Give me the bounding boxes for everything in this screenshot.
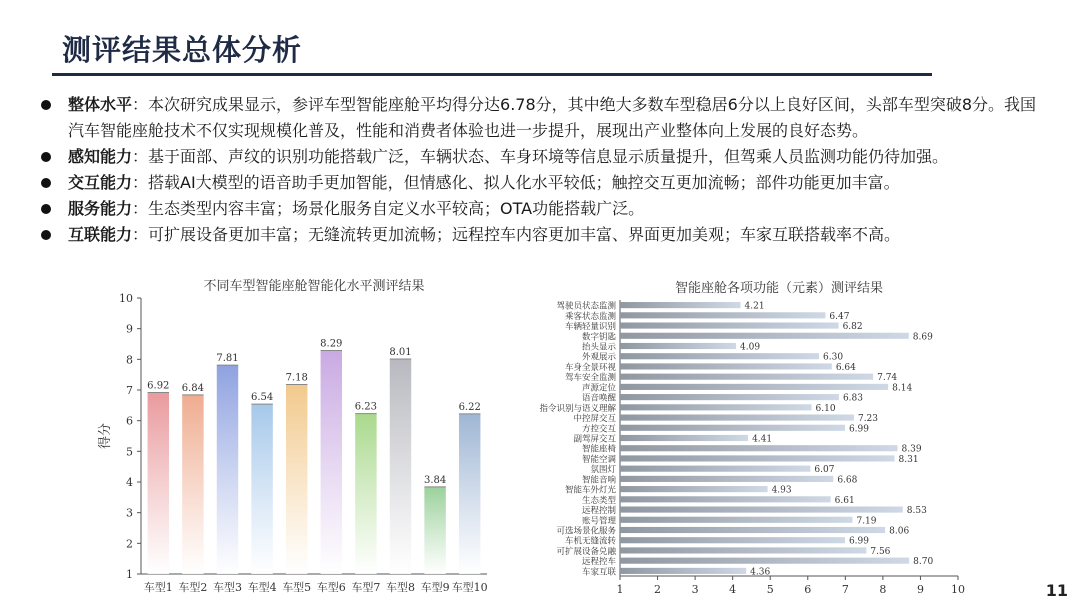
data-label: 6.23 [354, 401, 378, 413]
y-tick-label: 2 [126, 537, 133, 551]
y-tick-label: 中控屏交互 [573, 414, 616, 425]
data-label: 6.99 [848, 424, 870, 435]
bullet-text: ：可扩展设备更加丰富；无缝流转更加流畅；远程控车内容更加丰富、界面更加美观；车家互联搭载率不高。 [132, 225, 901, 244]
y-tick-label: 8 [126, 353, 133, 367]
y-tick-label: 6 [126, 414, 133, 428]
bar [620, 374, 873, 380]
data-label: 6.68 [837, 475, 858, 486]
y-tick-label: 副驾屏交互 [573, 434, 616, 445]
y-tick-label: 车辆轻量识别 [564, 322, 616, 333]
bullet-heading: 服务能力 [68, 199, 133, 218]
data-label: 4.36 [750, 567, 771, 578]
bar [620, 414, 854, 420]
bar [620, 558, 909, 564]
data-label: 6.22 [458, 401, 481, 413]
y-tick-label: 驾驶员状态监测 [556, 301, 616, 312]
bullet-dot-icon [41, 100, 51, 110]
y-tick-label: 智能座椅 [581, 444, 616, 455]
bullet-text: ：生态类型内容丰富；场景化服务自定义水平较高；OTA功能搭载广泛。 [132, 199, 645, 218]
bar [620, 312, 825, 318]
x-tick-label: 车型6 [316, 581, 346, 594]
bullet-dot-icon [41, 152, 51, 162]
chart-title: 智能座舱各项功能（元素）测评结果 [674, 281, 884, 296]
y-tick-label: 车家互联 [581, 567, 616, 578]
bar [620, 322, 839, 328]
data-label: 6.07 [814, 465, 835, 476]
bar [620, 455, 895, 461]
bullet-dot-icon [41, 230, 51, 240]
y-tick-label: 车身全景环视 [564, 362, 616, 373]
y-tick-label: 车机无缝流转 [564, 536, 616, 547]
page-number: 11 [1045, 581, 1068, 600]
x-tick-label: 9 [916, 583, 924, 596]
bar [620, 506, 903, 512]
data-label: 8.06 [889, 526, 910, 537]
bar [620, 435, 748, 441]
title-divider [52, 73, 932, 76]
data-label: 6.92 [147, 380, 170, 392]
bar [620, 353, 819, 359]
y-tick-label: 账号管理 [581, 516, 616, 527]
data-label: 8.53 [906, 506, 927, 517]
bar [620, 568, 746, 574]
bar [148, 392, 169, 574]
x-tick-label: 10 [951, 583, 965, 596]
x-tick-label: 车型9 [420, 581, 450, 594]
y-tick-label: 1 [126, 568, 133, 581]
data-label: 7.56 [870, 546, 891, 557]
x-tick-label: 8 [879, 583, 887, 596]
data-label: 3.84 [423, 474, 447, 486]
data-label: 6.82 [842, 322, 863, 333]
x-tick-label: 车型3 [213, 581, 242, 594]
data-label: 4.93 [771, 485, 792, 496]
bar [620, 363, 832, 369]
bar [620, 404, 812, 410]
data-label: 8.01 [389, 347, 412, 359]
function-score-chart [520, 272, 980, 606]
y-tick-label: 远程控车 [581, 557, 616, 568]
x-tick-label: 车型7 [351, 581, 381, 594]
bar [620, 527, 885, 533]
bullet-service [38, 196, 1048, 222]
bullet-heading: 感知能力 [68, 147, 133, 166]
y-tick-label: 3 [126, 506, 133, 520]
bar [620, 486, 768, 492]
bullet-perception [38, 144, 1048, 170]
bar [620, 496, 831, 502]
x-tick-label: 6 [804, 583, 812, 596]
bar [620, 466, 810, 472]
data-label: 8.39 [901, 444, 922, 455]
bar [620, 476, 833, 482]
data-label: 8.70 [913, 557, 934, 568]
bullet-interaction [38, 170, 1048, 196]
y-tick-label: 指令识别与语义理解 [539, 403, 616, 414]
y-tick-label: 抬头显示 [581, 342, 616, 353]
data-label: 8.14 [892, 383, 913, 394]
bar [620, 517, 852, 523]
data-label: 6.54 [250, 392, 274, 404]
slide-title: 测评结果总体分析 [62, 33, 303, 67]
data-label: 7.19 [856, 516, 877, 527]
data-label: 7.81 [216, 353, 239, 365]
x-tick-label: 7 [841, 583, 849, 596]
bullet-connectivity [38, 222, 1048, 248]
bar [286, 384, 307, 574]
data-label: 4.09 [740, 342, 761, 353]
bar [620, 425, 845, 431]
y-tick-label: 语音唤醒 [581, 393, 616, 404]
bar [251, 404, 272, 574]
data-label: 6.84 [181, 382, 205, 394]
data-label: 6.10 [815, 403, 836, 414]
data-label: 4.21 [744, 301, 765, 312]
y-tick-label: 智能空调 [581, 454, 616, 465]
bar [620, 537, 845, 543]
data-label: 8.69 [912, 332, 933, 343]
bar [182, 395, 203, 574]
bar [620, 333, 909, 339]
data-label: 6.61 [834, 495, 855, 506]
y-tick-label: 5 [126, 445, 133, 459]
bar [620, 394, 839, 400]
bar [390, 359, 411, 574]
data-label: 4.41 [752, 434, 773, 445]
x-tick-label: 2 [654, 583, 662, 596]
x-tick-label: 1 [616, 583, 624, 596]
x-tick-label: 车型2 [178, 581, 208, 594]
bar [355, 414, 376, 574]
bar [321, 350, 342, 574]
bullet-text: ：本次研究成果显示，参评车型智能座舱平均得分达6.78分，其中绝大多数车型稳居6分以上良好区间，头部车型突破8分。我国汽车智能座舱技术不仅实现规模化普及，性能和消费者体验也进一步提升，展现出产业整体向上发展的良好态势。 [68, 95, 1037, 140]
x-tick-label: 车型8 [386, 581, 415, 594]
x-tick-label: 3 [691, 583, 699, 596]
y-tick-label: 可扩展设备兑融 [556, 546, 616, 557]
bar [620, 384, 888, 390]
x-tick-label: 5 [766, 583, 774, 596]
bar [424, 487, 445, 574]
bar [620, 445, 898, 451]
y-tick-label: 9 [126, 322, 133, 336]
y-axis-label: 得分 [98, 422, 113, 450]
y-tick-label: 4 [126, 476, 133, 489]
y-tick-label: 7 [126, 384, 133, 397]
y-tick-label: 乘客状态监测 [564, 311, 616, 322]
x-tick-label: 车型4 [247, 581, 277, 594]
bullet-text: ：基于面部、声纹的识别功能搭载广泛，车辆状态、车身环境等信息显示质量提升，但驾乘人员监测功能仍待加强。 [132, 147, 949, 166]
y-tick-label: 数字钥匙 [581, 332, 616, 343]
bullet-heading: 互联能力 [68, 225, 133, 244]
data-label: 7.18 [285, 372, 308, 384]
y-tick-label: 生态类型 [581, 495, 616, 506]
x-tick-label: 车型1 [143, 581, 173, 594]
chart-title: 不同车型智能座舱智能化水平测评结果 [203, 279, 425, 294]
bullet-dot-icon [41, 178, 51, 188]
bar [620, 343, 736, 349]
bullet-text: ：搭载AI大模型的语音助手更加智能，但情感化、拟人化水平较低；触控交互更加流畅；部件功能更加丰富。 [132, 173, 900, 192]
data-label: 7.74 [877, 373, 898, 384]
data-label: 8.29 [320, 338, 343, 350]
data-label: 6.47 [829, 311, 850, 322]
vehicle-score-chart [95, 272, 495, 606]
x-tick-label: 车型10 [451, 581, 488, 594]
data-label: 7.23 [857, 414, 879, 425]
y-tick-label: 声源定位 [581, 383, 616, 394]
y-tick-label: 氛围灯 [590, 465, 616, 476]
bar [217, 365, 238, 574]
y-tick-label: 驾车安全监测 [564, 373, 616, 384]
bullet-list [38, 92, 1048, 248]
x-tick-label: 4 [729, 583, 737, 596]
bullet-heading: 整体水平 [68, 95, 133, 114]
x-tick-label: 车型5 [282, 581, 312, 594]
data-label: 6.30 [823, 352, 844, 363]
y-tick-label: 可选场景化服务 [556, 526, 616, 537]
data-label: 6.64 [835, 362, 856, 373]
y-tick-label: 外观展示 [581, 352, 616, 363]
y-tick-label: 方控交互 [581, 424, 616, 435]
data-label: 6.83 [842, 393, 863, 404]
bar [620, 547, 866, 553]
bar [620, 302, 741, 308]
bullet-heading: 交互能力 [68, 173, 133, 192]
y-tick-label: 10 [119, 292, 133, 305]
bar [459, 414, 480, 574]
data-label: 8.31 [898, 454, 919, 465]
data-label: 6.99 [848, 536, 870, 547]
y-tick-label: 智能音响 [581, 475, 616, 486]
y-tick-label: 智能车外灯光 [564, 485, 616, 496]
bullet-overall [38, 92, 1048, 144]
y-tick-label: 远程控制 [581, 506, 616, 517]
bullet-dot-icon [41, 204, 51, 214]
